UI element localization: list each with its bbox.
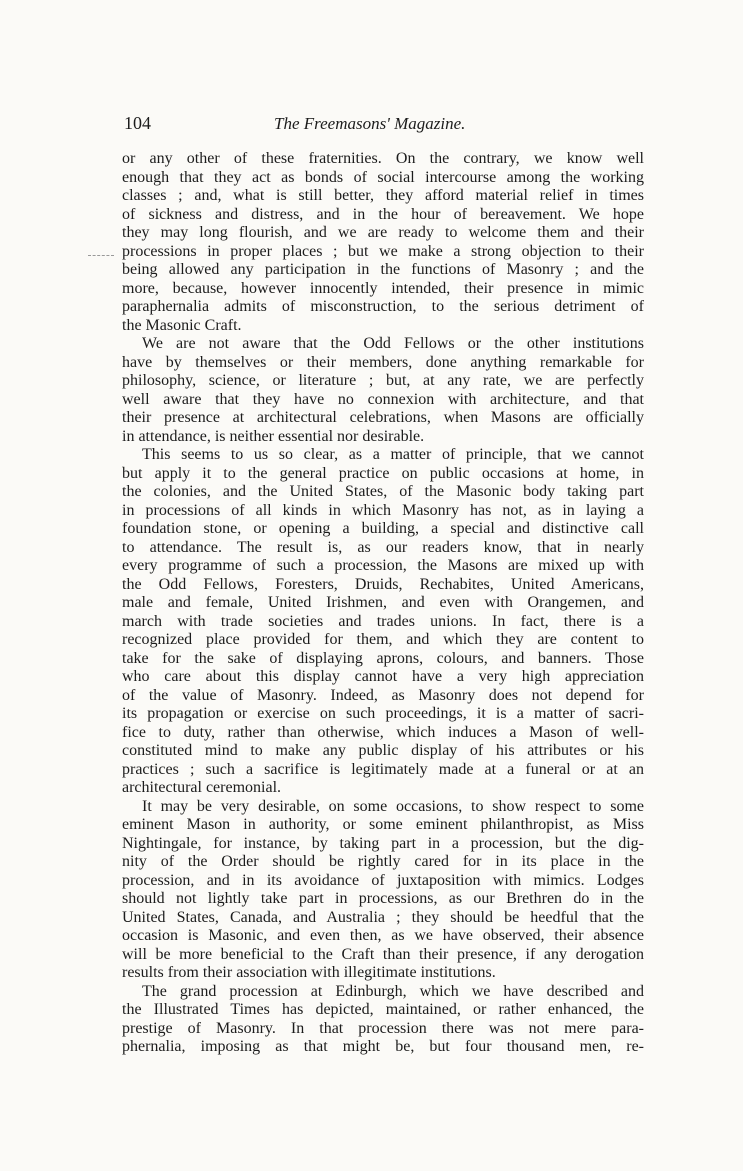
text-line: the colonies, and the United States, of the Masonic body taking part [122,483,644,500]
text-line: in processions of all kinds in which Masonry has not, as in laying a [122,501,644,519]
text-line: foundation stone, or opening a building, a special and distinctive call [122,520,644,537]
margin-mark [88,255,114,257]
text-line: philosophy, science, or literature ; but, at any rate, we are perfectly [122,372,644,389]
page-number: 104 [124,113,151,133]
text-line: being allowed any participation in the functions of Masonry ; and the [122,261,644,278]
text-line: well aware that they have no connexion with architecture, and that [122,390,644,408]
text-line: Nightingale, for instance, by taking part in a procession, but the dig- [122,834,644,852]
text-line: It may be very desirable, on some occasions, to show respect to some [142,797,644,815]
text-line: enough that they act as bonds of social intercourse among the working [122,168,644,186]
text-line: every programme of such a procession, the Masons are mixed up with [122,557,644,574]
text-line: to attendance. The result is, as our readers know, that in nearly [122,538,644,556]
text-line: fice to duty, rather than otherwise, which induces a Mason of well- [122,723,644,741]
text-line: march with trade societies and trades unions. In fact, there is a [122,612,644,630]
text-line: phernalia, imposing as that might be, but four thousand men, re- [122,1038,644,1055]
text-line: who care about this display cannot have a very high appreciation [122,668,644,685]
text-line: prestige of Masonry. In that procession there was not mere para- [122,1019,644,1037]
text-line: classes ; and, what is still better, they afford material relief in times [122,187,644,204]
text-line: The grand procession at Edinburgh, which we have described and [142,982,644,1000]
text-line: their presence at architectural celebrations, when Masons are officially [122,409,644,426]
text-line: in attendance, is neither essential nor desirable. [122,427,425,445]
text-line: procession, and in its avoidance of juxtaposition with mimics. Lodges [122,871,644,889]
text-line: results from their association with illegitimate institutions. [122,964,496,981]
text-line: architectural ceremonial. [122,779,282,796]
text-line: constituted mind to make any public display of his attributes or his [122,742,644,759]
text-line: processions in proper places ; but we make a strong objection to their [122,242,644,260]
text-line: but apply it to the general practice on public occasions at home, in [122,464,644,482]
running-title: The Freemasons' Magazine. [274,114,466,133]
text-line: eminent Mason in authority, or some eminent philanthropist, as Miss [122,816,644,833]
text-line: We are not aware that the Odd Fellows or the other institutions [142,335,644,352]
text-line: have by themselves or their members, done anything remarkable for [122,353,644,371]
text-line: will be more beneficial to the Craft than their presence, if any derogation [122,945,644,963]
page-header [124,113,644,141]
text-line: paraphernalia admits of misconstruction, to the serious detriment of [122,298,644,315]
text-line: male and female, United Irishmen, and even with Orangemen, and [122,594,644,611]
text-line: more, because, however innocently intended, their presence in mimic [122,279,644,297]
text-line: recognized place provided for them, and which they are content to [122,631,644,648]
text-line: the Masonic Craft. [122,316,242,334]
text-line: practices ; such a sacrifice is legitimately made at a funeral or at an [122,760,644,778]
text-line: of sickness and distress, and in the hour of bereavement. We hope [122,205,644,223]
text-line: This seems to us so clear, as a matter of principle, that we cannot [142,446,644,463]
text-line: its propagation or exercise on such proceedings, it is a matter of sacri- [122,705,644,722]
text-line: the Odd Fellows, Foresters, Druids, Rechabites, United Americans, [122,575,644,593]
text-line: nity of the Order should be rightly cared for in its place in the [122,853,644,870]
text-line: they may long flourish, and we are ready to welcome them and their [122,224,644,241]
article-body [122,150,644,1057]
text-line: United States, Canada, and Australia ; they should be heedful that the [122,908,644,926]
text-line: should not lightly take part in processions, as our Brethren do in the [122,890,644,907]
text-line: the Illustrated Times has depicted, maintained, or rather enhanced, the [122,1001,644,1018]
text-line: occasion is Masonic, and even then, as we have observed, their absence [122,927,644,944]
text-line: or any other of these fraternities. On the contrary, we know well [122,150,644,167]
text-line: take for the sake of displaying aprons, colours, and banners. Those [122,649,644,667]
text-line: of the value of Masonry. Indeed, as Masonry does not depend for [122,686,644,704]
